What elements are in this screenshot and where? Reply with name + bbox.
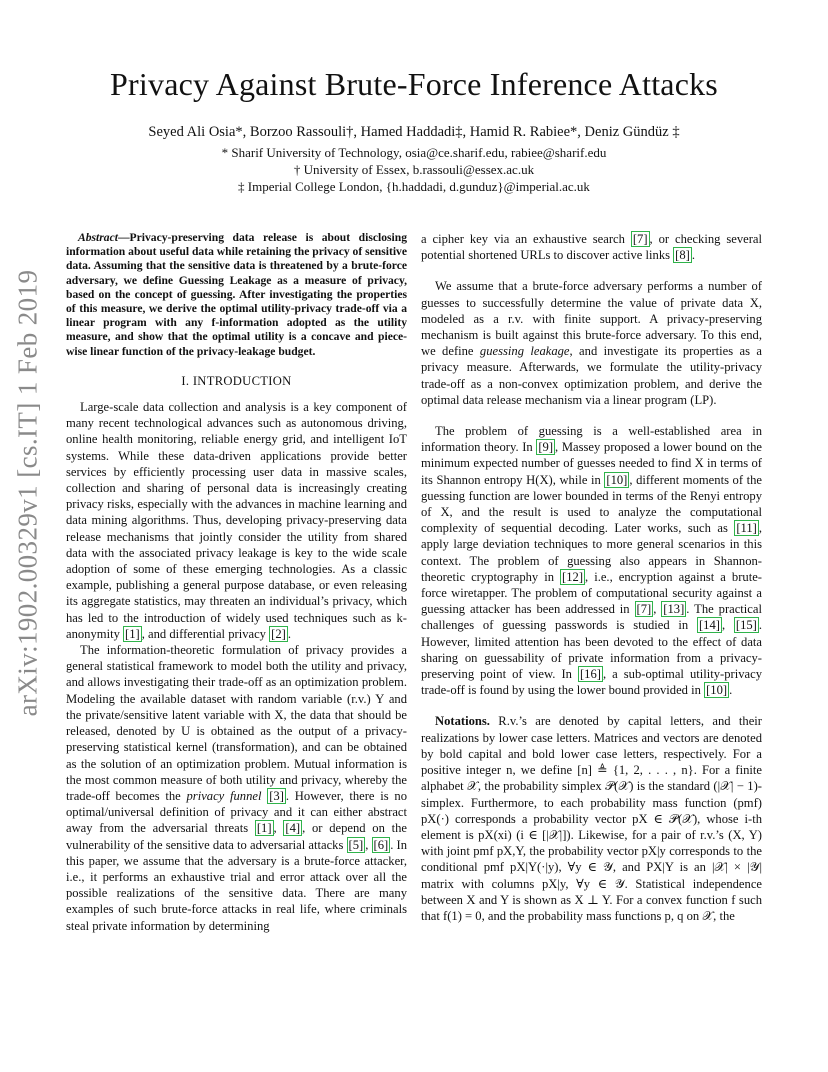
left-column [66,231,407,934]
affiliation-essex: † University of Essex, b.rassouli@essex.ac.uk [293,162,535,177]
intro-paragraph-2: The information-theoretic formulation of privacy provides a general statistical framework to model both the utility and privacy, and allows investigating their trade-off as an optimization problem. Modeling the available dataset with random variable (r.v.) Y and the private/sensitive latent variable with X, the data that should be released, denoted by U is obtained as the output of a privacy-preserving statistical kernel (transformation), and can be obtained as the solution of an optimization problem. Mutual information is the most common measure of both utility and privacy, whereby the trade-off becomes the privacy funnel [3] . However, there is no optimal/universal definition of privacy and it can either abstract away from the adversarial threats [1] , [4] , or depend on the vulnerability of the sensitive data to adversarial attacks [5] , [6] . In this paper, we assume that the adversary is a brute-force attacker, i.e., it performs an exhaustive trial and error attack over all the possible realizations of the sensitive data. There are many examples of such brute-force attacks in real life, where criminals steal private information by determining [66,643,407,933]
text-run: a cipher key via an exhaustive search [421,232,631,246]
citation-link[interactable]: [4] [285,821,301,836]
text-run: , different moments of the guessing function are lower bounded in terms of the Renyi entropy of X, and the result is used to analyze the computational complexity of sequential decoding. Later works, such as [421,472,762,536]
arxiv-identifier: arXiv:1902.00329v1 [cs.IT] 1 Feb 2019 [12,269,43,717]
citation-link[interactable]: [10] [606,472,628,487]
text-run: The information-theoretic formulation of privacy provides a general statistical framework to model both the utility and privacy, and allows investigating their trade-off as an optimization problem. Modeling the available dataset with random variable (r.v.) Y and the private/sensitive latent variable with X, the data that should be released, denoted by U is obtained as the output of a privacy-preserving statistical kernel (transformation), and can be obtained as the solution of an optimization problem. Mutual information is the most common measure of both utility and privacy, whereby the trade-off becomes the [66,643,407,803]
abstract-lead: Abstract [78,231,118,244]
text-run: Large-scale data collection and analysis is a key component of many recent technological advances such as autonomous driving, online health monitoring, reliable energy grid, and intelligent IoT systems. While these data-driven applications provide better services by efficiently processing user data in massive scales, collection and sharing of personal data is increasingly creating privacy risks, especially with the advances in machine learning and data mining algorithms. Thus, developing privacy-preserving data release mechanisms that jointly consider the utility from shared data with the associated privacy leakage is key to the wide scale adoption of some of these emerging technologies. As a classic example, publishing a general purpose database, or even releasing its aggregate statistics, may threaten an individual’s privacy, which has led to the introduction of widely used techniques such as k-anonymity [66,400,407,641]
intro-paragraph-1 [66,399,407,642]
text-run: The problem of guessing is a well-established area in information theory. In [421,424,762,455]
text-run: R.v.’s are denoted by capital letters, and their realizations by lower case letters. Matrices and vectors are denoted by bold capital and bold lower case letters, respectively. For a positive integer n, we define [n] ≜ {1, 2, . . . , n}. For a finite alphabet 𝒳, the probability simplex 𝒫(𝒳) is the standard (|𝒳| − 1)-simplex. Furthermore, to each probability mass function (pmf) pX(·) corresponds a probability vector pX ∈ 𝒫(𝒳), whose i-th element is pX(xi) (i ∈ [|𝒳|]). Likewise, for a pair of r.v.’s (X, Y) with joint pmf pX,Y, the probability vector pX|y corresponds to the conditional pmf pX|Y(·|y), ∀y ∈ 𝒴, and PX|Y is an |𝒳| × |𝒴| matrix with columns pX|y, ∀y ∈ 𝒴. Statistical independence between X and Y is shown as X ⊥ Y. For a convex function f such that f(1) = 0, and the probability mass functions p, q on 𝒳, the [421,714,762,923]
notations-heading: Notations. [435,714,490,729]
citation-link[interactable]: [7] [632,232,648,246]
text-run: , i.e., encryption against a brute-force wiretapper. The problem of computational security against a guessing attacker has been addressed in [421,569,762,617]
text-run: . In this paper, we assume that the adversary is a brute-force attacker, i.e., it performs an exhaustive trial and error attack over all the possible realizations of the sensitive data. There are many examples of such brute-force attacks in real life, where criminals steal private information by determining [66,837,407,933]
text-run: , and differential privacy [141,626,270,641]
citation-link[interactable]: [7] [636,602,652,617]
text-run: , Massey proposed a lower bound on the minimum expected number of guesses needed to find X in terms of its Shannon entropy H(X), while in [421,440,762,487]
right-column [421,231,762,924]
citation-link[interactable]: [12] [562,569,584,584]
author-list: Seyed Ali Osia*, Borzoo Rassouli†, Hamed Haddadi‡, Hamid R. Rabiee*, Deniz Gündüz ‡ [148,124,680,140]
citation-link[interactable]: [2] [271,626,286,641]
text-run: . However, there is no optimal/universal definition of privacy and it can either abstract away from the adversarial threats [66,788,407,836]
citation-link[interactable]: [9] [538,440,554,455]
citation-link[interactable]: [13] [663,602,685,617]
citation-link[interactable]: [6] [373,837,389,852]
citation-link[interactable]: [5] [348,837,364,852]
intro-paragraph-4 [421,278,762,408]
citation-link[interactable]: [1] [256,821,272,836]
notations-paragraph [421,713,762,924]
emphasis-guessing-leakage: guessing leakage [479,344,570,359]
citation-link[interactable]: [3] [269,788,284,803]
text-run: , and investigate its properties as a privacy measure. Afterwards, we formulate the utility-privacy trade-off as a non-convex optimization problem, and derive the optimal data release mechanism via a linear program (LP). [421,344,763,407]
text-run: , apply large deviation techniques to more general scenarios in this context. The problem of guessing also appears in Shannon-theoretic cryptography in [421,521,762,584]
citation-link[interactable]: [1] [125,626,140,641]
text-run: . [729,683,733,698]
citation-link[interactable]: [10] [706,683,728,698]
paper-title: Privacy Against Brute-Force Inference Attacks [110,66,718,102]
intro-paragraph-3 [421,231,762,263]
emphasis-privacy-funnel: privacy funnel [186,788,262,803]
text-run: , or depend on the vulnerability of the sensitive data to adversarial attacks [66,821,407,852]
citation-link[interactable]: [14] [698,618,720,633]
text-run: . However, limited attention has been devoted to the effect of data sharing on guessability of private information from a privacy-preserving point of view. In [421,618,763,682]
text-run: . The practical challenges of guessing passwords is studied in [421,602,762,633]
citation-link[interactable]: [8] [675,248,690,263]
affiliation-imperial: ‡ Imperial College London, {h.haddadi, d.gunduz}@imperial.ac.uk [238,179,590,194]
citation-link[interactable]: [11] [736,521,757,536]
citation-link[interactable]: [15] [735,618,757,633]
text-run: , a sub-optimal utility-privacy trade-off is found by using the lower bound provided in [421,667,762,698]
abstract [66,231,407,359]
arxiv-sidebar [8,269,48,717]
citation-link[interactable]: [16] [579,667,601,682]
intro-paragraph-5: The problem of guessing is a well-established area in information theory. In [9] , Massey proposed a lower bound on the minimum expected number of guesses needed to find X in terms of its Shannon entropy H(X), while in [10] , different moments of the guessing function are lower bounded in terms of the Renyi entropy of X, and the result is used to analyze the computational complexity of sequential decoding. Later works, such as [11] , apply large deviation techniques to more general scenarios in this context. The problem of guessing also appears in Shannon-theoretic cryptography in [12] , i.e., encryption against a brute-force wiretapper. The problem of computational security against a guessing attacker has been addressed in [7] , [13] . The practical challenges of guessing passwords is studied in [14] , [15] . However, limited attention has been devoted to the effect of data sharing on guessability of private information from a privacy-preserving point of view. In [16] , a sub-optimal utility-privacy trade-off is found by using the lower bound provided in [10] . [421,424,763,698]
text-run: , or checking several potential shortened URLs to discover active links [421,232,762,263]
text-run: We assume that a brute-force adversary performs a number of guesses to successfully determine the value of private data X, modeled as a r.v. with finite support. A privacy-preserving mechanism is built against this brute-force adversary. To this end, we define [421,279,762,359]
text-run: . [691,248,696,263]
abstract-text: —Privacy-preserving data release is about disclosing information about useful data while retaining the privacy of sensitive data. Assuming that the sensitive data is threatened by a brute-force adversary, we define Guessing Leakage as a measure of privacy, based on the concept of guessing. After investigating the properties of this measure, we derive the optimal utility-privacy trade-off via a linear program with any f-information adopted as the utility measure, and show that the optimal utility is a concave and piece-wise linear function of the privacy-leakage budget. [66,231,407,358]
section-heading-introduction: I. INTRODUCTION [181,373,292,388]
affiliation-sharif: * Sharif University of Technology, osia@ce.sharif.edu, rabiee@sharif.edu [221,145,607,160]
text-run: . [287,626,291,641]
